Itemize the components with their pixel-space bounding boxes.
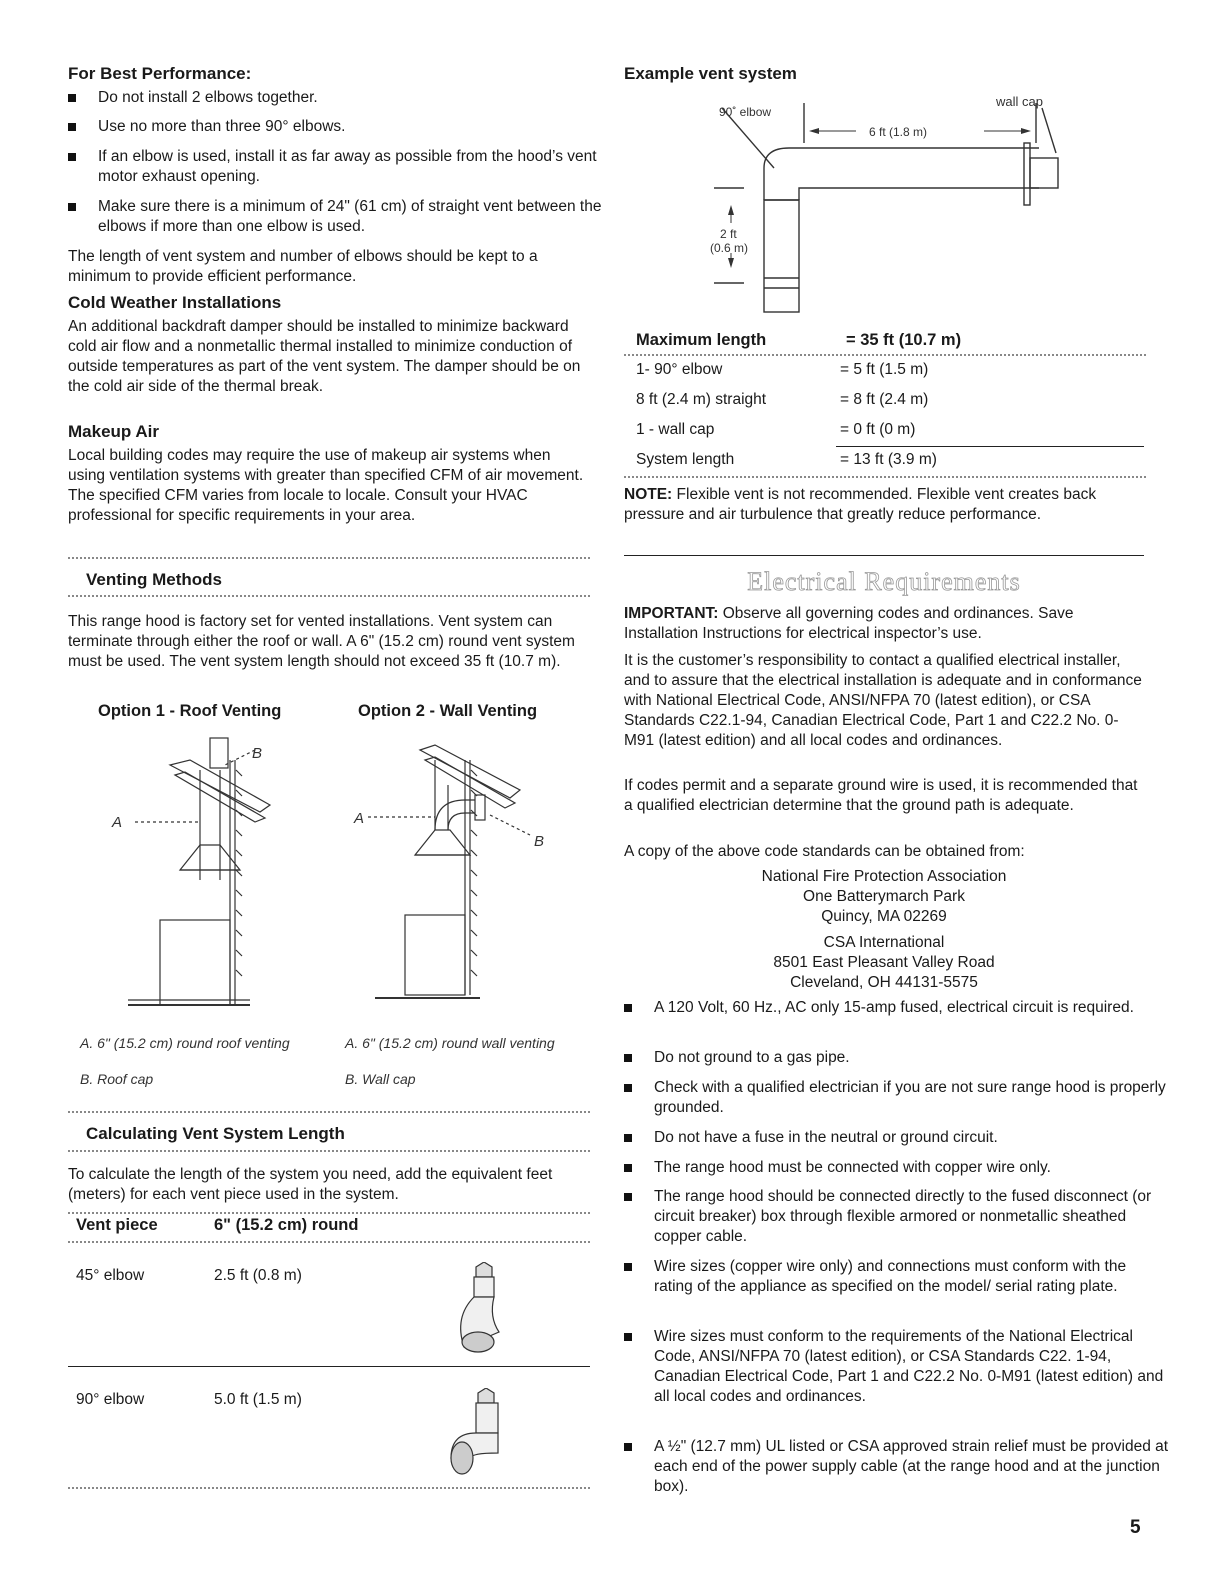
table-rule bbox=[624, 476, 1146, 478]
table-header-piece: Vent piece bbox=[76, 1216, 158, 1234]
elbow-45-icon bbox=[448, 1262, 528, 1362]
section-divider bbox=[68, 1150, 590, 1152]
calculating-heading: Calculating Vent System Length bbox=[86, 1124, 345, 1143]
table-cell-piece: 90° elbow bbox=[76, 1391, 145, 1408]
table-cell-value: 2.5 ft (0.8 m) bbox=[214, 1267, 302, 1284]
sum-rule bbox=[836, 446, 1144, 447]
example-vent-heading: Example vent system bbox=[624, 64, 797, 83]
elbow-90-icon bbox=[448, 1388, 528, 1478]
example-row-value: = 13 ft (3.9 m) bbox=[840, 451, 937, 468]
address-line: Quincy, MA 02269 bbox=[821, 908, 947, 925]
example-row-value: = 5 ft (1.5 m) bbox=[840, 361, 929, 378]
wall-label-b: B bbox=[534, 833, 545, 850]
address-line: Cleveland, OH 44131-5575 bbox=[790, 974, 978, 991]
electrical-paragraph: It is the customer’s responsibility to contact a qualified electrical installer, and to assure that the electrical installation is adequate and in conformance with National Electrical Code, ANSI/NFPA 70 (latest edition), or CSA Standards C22.1-94, Canadian Electrical Code, Part 1 and C22.2 No. 0-M91 (latest edition) and all local codes and ordinances. bbox=[624, 652, 1142, 749]
label-6ft: 6 ft (1.8 m) bbox=[869, 125, 928, 139]
bullet-item: Check with a qualified electrician if you are not sure range hood is properly grounded. bbox=[624, 1078, 1169, 1118]
best-performance-heading: For Best Performance: bbox=[68, 64, 252, 83]
address-line: One Batterymarch Park bbox=[803, 888, 965, 905]
important-text: Observe all governing codes and ordinances. Save Installation Instructions for electrical inspector’s use. bbox=[624, 605, 1074, 642]
example-row-value: = 0 ft (0 m) bbox=[840, 421, 916, 438]
makeup-air-paragraph: Local building codes may require the use of makeup air systems when using ventilation systems with greater than specified CFM of air movement. The specified CFM varies from locale to locale. Consult your HVAC professional for specific requirements in your area. bbox=[68, 447, 584, 524]
max-length-value: = 35 ft (10.7 m) bbox=[846, 331, 962, 349]
calculating-paragraph: To calculate the length of the system you need, add the equivalent feet (meters) for each vent piece used in the system. bbox=[68, 1166, 553, 1203]
address-line: 8501 East Pleasant Valley Road bbox=[773, 954, 995, 971]
example-row-label: 8 ft (2.4 m) straight bbox=[636, 391, 767, 408]
address-line: National Fire Protection Association bbox=[761, 868, 1007, 885]
note-label: NOTE: bbox=[624, 486, 673, 503]
option2-title: Option 2 - Wall Venting bbox=[358, 702, 538, 720]
table-rule bbox=[68, 1241, 590, 1243]
bullet-item: Do not install 2 elbows together. bbox=[68, 88, 608, 108]
label-2ft: 2 ft bbox=[720, 227, 737, 241]
table-cell-piece: 45° elbow bbox=[76, 1267, 145, 1284]
table-row-divider bbox=[68, 1366, 590, 1367]
table-rule bbox=[624, 354, 1146, 356]
important-note bbox=[624, 604, 1144, 644]
electrical-requirements-heading: Electrical Requirements bbox=[747, 567, 1021, 596]
section-divider bbox=[68, 595, 590, 597]
flexible-vent-note bbox=[624, 485, 1144, 525]
wall-caption-a: A. 6" (15.2 cm) round wall venting bbox=[345, 1035, 555, 1051]
wall-caption-b: B. Wall cap bbox=[345, 1071, 416, 1087]
roof-label-a: A bbox=[112, 814, 123, 831]
address-line: CSA International bbox=[823, 934, 945, 951]
important-label: IMPORTANT: bbox=[624, 605, 719, 622]
roof-caption-b: B. Roof cap bbox=[80, 1071, 154, 1087]
venting-methods-paragraph: This range hood is factory set for vented installations. Vent system can terminate through either the roof or wall. A 6" (15.2 cm) round vent system must be used. The vent system length should not exceed 35 ft (10.7 m). bbox=[68, 613, 575, 670]
bullet-item: Wire sizes (copper wire only) and connections must conform with the rating of the appliance as specified on the model/ serial rating plate. bbox=[624, 1257, 1169, 1297]
cold-weather-paragraph: An additional backdraft damper should be installed to minimize backward cold air flow and a nonmetallic thermal installed to minimize conduction of outside temperatures as part of the vent system. The damper should be on the cold air side of the thermal break. bbox=[68, 318, 581, 395]
roof-caption-a: A. 6" (15.2 cm) round roof venting bbox=[80, 1035, 290, 1051]
page-number: 5 bbox=[1130, 1517, 1141, 1538]
bullet-item: Make sure there is a minimum of 24" (61 cm) of straight vent between the elbows if more than one elbow is used. bbox=[68, 197, 608, 237]
electrical-paragraph: If codes permit and a separate ground wire is used, it is recommended that a qualified electrician determine that the ground path is adequate. bbox=[624, 777, 1138, 814]
venting-methods-heading: Venting Methods bbox=[86, 570, 222, 589]
bullet-item: If an elbow is used, install it as far away as possible from the hood’s vent motor exhaust opening. bbox=[68, 147, 608, 187]
table-rule bbox=[68, 1487, 590, 1489]
max-length-label: Maximum length bbox=[636, 331, 767, 349]
option1-title: Option 1 - Roof Venting bbox=[98, 702, 282, 720]
nfpa-address bbox=[624, 867, 1144, 927]
table-rule bbox=[68, 1212, 590, 1214]
wall-label-a: A bbox=[354, 810, 365, 827]
example-row-label: 1 - wall cap bbox=[636, 421, 715, 438]
note-text: Flexible vent is not recommended. Flexible vent creates back pressure and air turbulence that greatly reduce performance. bbox=[624, 486, 1097, 523]
bullet-item: Use no more than three 90° elbows. bbox=[68, 117, 608, 137]
table-cell-value: 5.0 ft (1.5 m) bbox=[214, 1391, 302, 1408]
electrical-paragraph: A copy of the above code standards can be obtained from: bbox=[624, 843, 1025, 860]
wall-venting-diagram bbox=[340, 730, 570, 1030]
table-header-size: 6" (15.2 cm) round bbox=[214, 1216, 359, 1234]
bullet-item: A ½" (12.7 mm) UL listed or CSA approved strain relief must be provided at each end of the power supply cable (at the range hood and at the junction box). bbox=[624, 1437, 1169, 1497]
bullet-item: Wire sizes must conform to the requirements of the National Electrical Code, ANSI/NFPA 70 (latest edition), or CSA Standards C22. 1-94, Canadian Electrical Code, Part 1 and C22.2 No. 0-M91 (latest edition) and all local codes and ordinances. bbox=[624, 1327, 1169, 1407]
makeup-air-heading: Makeup Air bbox=[68, 422, 160, 441]
bullet-item: The range hood must be connected with copper wire only. bbox=[624, 1158, 1169, 1178]
section-rule bbox=[624, 555, 1144, 556]
label-90-elbow: 90˚ elbow bbox=[719, 105, 772, 119]
best-performance-paragraph: The length of vent system and number of elbows should be kept to a minimum to provide efficient performance. bbox=[68, 248, 538, 285]
csa-address bbox=[624, 933, 1144, 993]
cold-weather-heading: Cold Weather Installations bbox=[68, 293, 282, 312]
example-vent-diagram bbox=[624, 88, 1144, 328]
example-row-label: 1- 90° elbow bbox=[636, 361, 723, 378]
example-row-value: = 8 ft (2.4 m) bbox=[840, 391, 929, 408]
label-wall-cap: wall cap bbox=[996, 94, 1043, 109]
section-divider bbox=[68, 1111, 590, 1113]
bullet-item: A 120 Volt, 60 Hz., AC only 15-amp fused, electrical circuit is required. bbox=[624, 998, 1169, 1018]
example-row-label: System length bbox=[636, 451, 735, 468]
label-2ft-m: (0.6 m) bbox=[710, 241, 749, 255]
bullet-item: Do not ground to a gas pipe. bbox=[624, 1048, 1169, 1068]
roof-label-b: B bbox=[252, 745, 263, 762]
roof-venting-diagram bbox=[80, 730, 310, 1030]
bullet-item: Do not have a fuse in the neutral or ground circuit. bbox=[624, 1128, 1169, 1148]
bullet-item: The range hood should be connected directly to the fused disconnect (or circuit breaker) box through flexible armored or nonmetallic sheathed copper cable. bbox=[624, 1187, 1169, 1247]
section-divider bbox=[68, 557, 590, 559]
